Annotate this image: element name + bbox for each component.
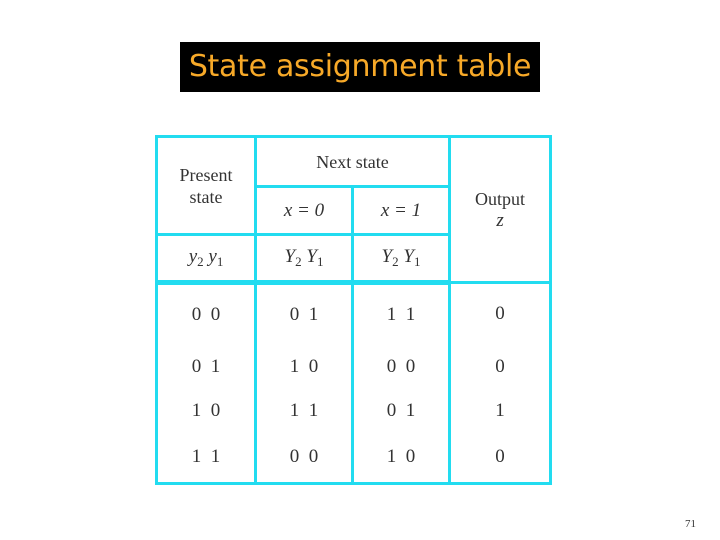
table-row: [157, 389, 551, 433]
page-number: 71: [685, 518, 696, 530]
row-next-x0: 0 0: [256, 433, 353, 484]
next-var-b-x0: Y: [306, 246, 317, 267]
next-var-a-sub-x1: 2: [392, 254, 399, 269]
next-var-b-x1: Y: [403, 246, 414, 267]
next-var-b-sub-x1: 1: [413, 254, 421, 269]
row-output: 0: [450, 433, 551, 484]
row-next-x0: 1 0: [256, 345, 353, 389]
next-var-a-x1: Y: [381, 246, 393, 267]
output-var: z: [496, 209, 504, 231]
slide-title: State assignment table: [188, 49, 532, 84]
next-state-header: [256, 137, 450, 187]
x0-header-text: x = 0: [283, 199, 325, 221]
row-present: 0 1: [157, 345, 256, 389]
x1-header-text: x = 1: [380, 199, 422, 221]
slide-title-box: [180, 42, 540, 92]
present-vars: [157, 235, 256, 283]
output-header-text: Output: [475, 188, 526, 209]
row-next-x1: 0 1: [353, 389, 450, 433]
row-present: 1 1: [157, 433, 256, 484]
row-output: 1: [450, 389, 551, 433]
row-present: 1 0: [157, 389, 256, 433]
row-next-x1: 1 1: [353, 283, 450, 345]
next-var-b-sub-x0: 1: [316, 254, 324, 269]
row-present: 0 0: [157, 283, 256, 345]
present-var-a: y: [188, 246, 198, 267]
x0-header: [256, 187, 353, 235]
output-header: [450, 137, 551, 283]
table-row: [157, 283, 551, 345]
row-next-x0: 1 1: [256, 389, 353, 433]
next-vars-x1: [353, 235, 450, 283]
present-var-b: y: [208, 246, 217, 267]
row-next-x0: 0 1: [256, 283, 353, 345]
row-output: 0: [450, 283, 551, 345]
table-row: [157, 433, 551, 484]
present-var-b-sub: 1: [216, 254, 224, 269]
row-output: 0: [450, 345, 551, 389]
table-row: [157, 345, 551, 389]
present-state-header: [157, 137, 256, 235]
next-vars-x0: [256, 235, 353, 283]
present-var-a-sub: 2: [197, 254, 204, 269]
row-next-x1: 1 0: [353, 433, 450, 484]
present-state-header-text: Present state: [179, 164, 233, 207]
next-var-a-sub-x0: 2: [295, 254, 302, 269]
next-var-a-x0: Y: [284, 246, 296, 267]
x1-header: [353, 187, 450, 235]
state-assignment-table: [155, 135, 552, 485]
row-next-x1: 0 0: [353, 345, 450, 389]
next-state-header-text: Next state: [316, 151, 389, 172]
